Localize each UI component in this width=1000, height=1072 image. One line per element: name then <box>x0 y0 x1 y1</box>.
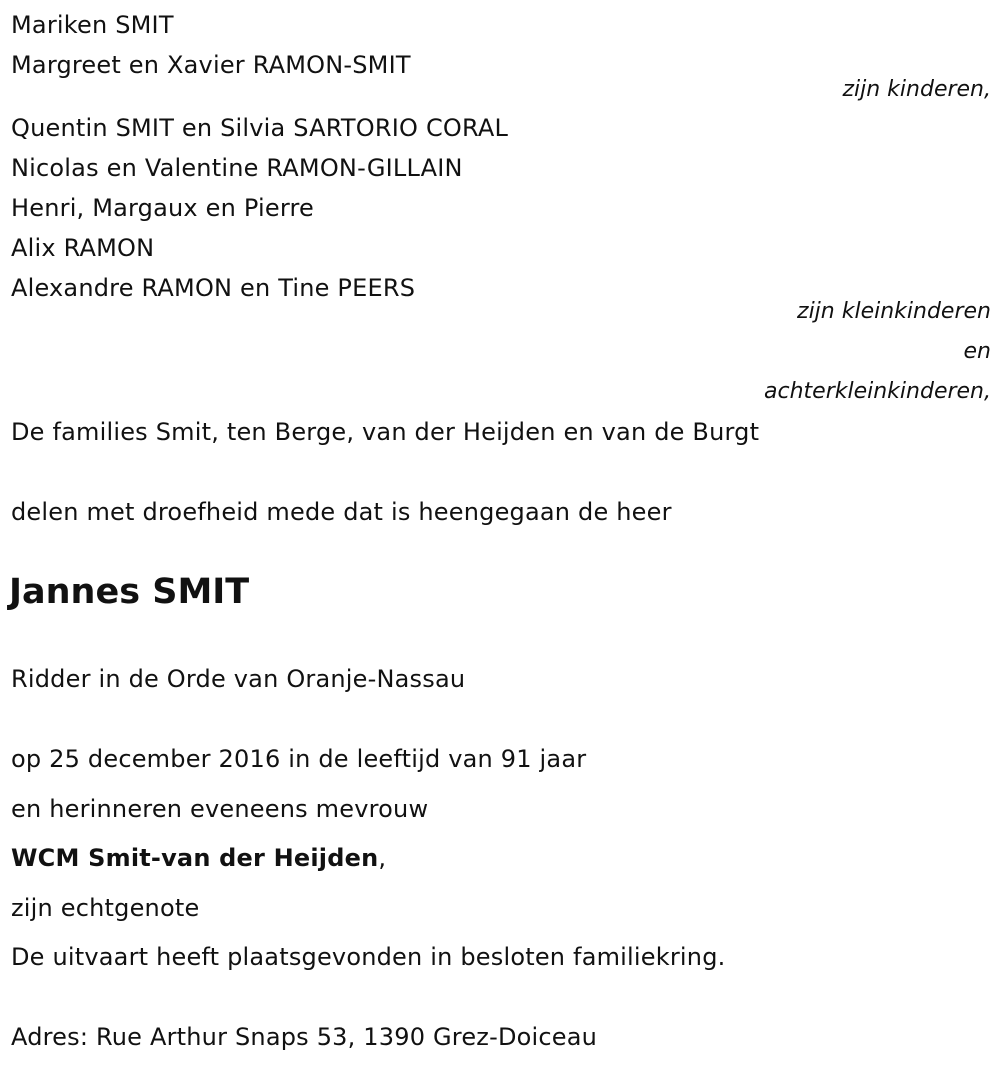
deceased-title: Ridder in de Orde van Oranje-Nassau <box>11 665 466 693</box>
families-line: De families Smit, ten Berge, van der Heijden en van de Burgt <box>11 418 760 446</box>
spouse-name: WCM Smit-van der Heijden <box>11 844 379 872</box>
child-line: Margreet en Xavier RAMON-SMIT <box>11 51 411 79</box>
grandchild-line: Quentin SMIT en Silvia SARTORIO CORAL <box>11 114 509 142</box>
spouse-relation: zijn echtgenote <box>11 894 200 922</box>
funeral-line: De uitvaart heeft plaatsgevonden in besloten familiekring. <box>11 943 726 971</box>
grandchild-line: Alexandre RAMON en Tine PEERS <box>11 274 416 302</box>
grandchildren-label: achterkleinkinderen, <box>764 379 991 404</box>
announcement-line: delen met droefheid mede dat is heengegaan de heer <box>11 498 672 526</box>
deceased-name: Jannes SMIT <box>9 572 250 612</box>
death-date-line: op 25 december 2016 in de leeftijd van 91 jaar <box>11 745 587 773</box>
children-label: zijn kinderen, <box>842 77 991 102</box>
grandchild-line: Henri, Margaux en Pierre <box>11 194 314 222</box>
grandchild-line: Alix RAMON <box>11 234 155 262</box>
spouse-intro: en herinneren eveneens mevrouw <box>11 795 429 823</box>
spouse-name-suffix: , <box>378 844 387 872</box>
grandchild-line: Nicolas en Valentine RAMON-GILLAIN <box>11 154 463 182</box>
child-line: Mariken SMIT <box>11 11 174 39</box>
grandchildren-label: zijn kleinkinderen <box>797 299 991 324</box>
spouse-name-line <box>11 843 386 873</box>
grandchildren-label: en <box>963 339 991 364</box>
address-line: Adres: Rue Arthur Snaps 53, 1390 Grez-Doiceau <box>11 1023 598 1051</box>
